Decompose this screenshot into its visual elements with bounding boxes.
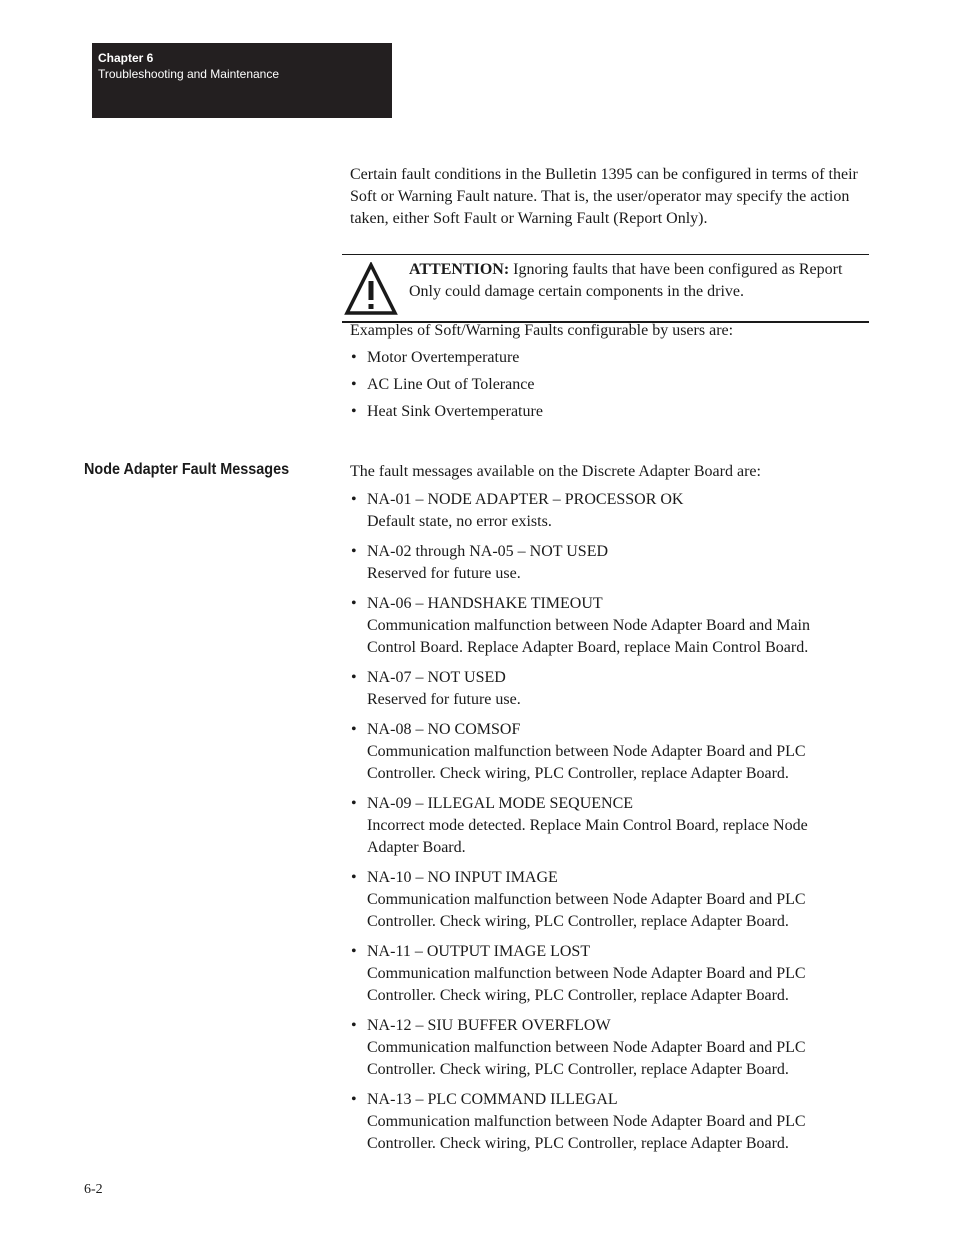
fault-code: • NA-01 – NODE ADAPTER – PROCESSOR OK: [367, 491, 684, 508]
fault-code: • NA-08 – NO COMSOF: [367, 721, 521, 738]
attention-text: Ignoring faults that have been configured as Report Only could damage certain components in the drive.: [409, 261, 843, 300]
intro-paragraph: Certain fault conditions in the Bulletin 1395 can be configured in terms of their Soft or Warning Fault nature. That is, the user/operator may specify the action taken, either Soft Fault or Warning Fault (Report Only).: [350, 166, 858, 227]
fault-code: • NA-10 – NO INPUT IMAGE: [367, 869, 558, 886]
fault-message-item: [350, 719, 860, 785]
fault-description: Communication malfunction between Node Adapter Board and PLC Controller. Check wiring, PLC Controller, replace Adapter Board.: [367, 1113, 806, 1152]
fault-code: • NA-09 – ILLEGAL MODE SEQUENCE: [367, 795, 634, 812]
fault-code: • NA-13 – PLC COMMAND ILLEGAL: [367, 1091, 618, 1108]
fault-code: • NA-06 – HANDSHAKE TIMEOUT: [367, 595, 603, 612]
section-heading: Node Adapter Fault Messages: [84, 461, 290, 478]
fault-code: • NA-11 – OUTPUT IMAGE LOST: [367, 943, 591, 960]
attention-message: [409, 259, 859, 303]
examples-intro: Examples of Soft/Warning Faults configurable by users are:: [350, 322, 734, 339]
attention-top-rule: [342, 254, 869, 255]
fault-description: Communication malfunction between Node Adapter Board and PLC Controller. Check wiring, PLC Controller, replace Adapter Board.: [367, 965, 806, 1004]
fault-description: Reserved for future use.: [367, 691, 521, 708]
fault-message-item: [350, 1089, 860, 1155]
fault-description: Communication malfunction between Node Adapter Board and Main Control Board. Replace Adapter Board, replace Main Control Board.: [367, 617, 810, 656]
examples-list: [350, 347, 543, 428]
page-number: 6-2: [84, 1182, 103, 1197]
fault-message-item: [350, 667, 860, 711]
fault-description: Communication malfunction between Node Adapter Board and PLC Controller. Check wiring, PLC Controller, replace Adapter Board.: [367, 743, 806, 782]
fault-message-item: [350, 593, 860, 659]
chapter-title: Troubleshooting and Maintenance: [98, 67, 280, 81]
fault-code: • NA-12 – SIU BUFFER OVERFLOW: [367, 1017, 611, 1034]
fault-message-item: [350, 489, 860, 533]
fault-description: Incorrect mode detected. Replace Main Control Board, replace Node Adapter Board.: [367, 817, 808, 856]
fault-code: • NA-02 through NA-05 – NOT USED: [367, 543, 609, 560]
fault-message-item: [350, 867, 860, 933]
fault-description: Communication malfunction between Node Adapter Board and PLC Controller. Check wiring, PLC Controller, replace Adapter Board.: [367, 1039, 806, 1078]
list-item: • Heat Sink Overtemperature: [350, 401, 543, 423]
list-item: • AC Line Out of Tolerance: [350, 374, 543, 396]
fault-message-item: [350, 1015, 860, 1081]
fault-description: Default state, no error exists.: [367, 513, 552, 530]
chapter-number: Chapter 6: [98, 51, 154, 65]
fault-messages-list: [350, 489, 860, 1163]
list-item: • Motor Overtemperature: [350, 347, 543, 369]
attention-label: ATTENTION:: [409, 261, 510, 278]
fault-message-item: [350, 941, 860, 1007]
fault-message-item: [350, 793, 860, 859]
fault-message-item: [350, 541, 860, 585]
warning-triangle-icon: [344, 262, 398, 316]
chapter-header: [92, 43, 392, 118]
messages-intro: The fault messages available on the Discrete Adapter Board are:: [350, 463, 761, 480]
fault-code: • NA-07 – NOT USED: [367, 669, 506, 686]
fault-description: Communication malfunction between Node Adapter Board and PLC Controller. Check wiring, PLC Controller, replace Adapter Board.: [367, 891, 806, 930]
fault-description: Reserved for future use.: [367, 565, 521, 582]
